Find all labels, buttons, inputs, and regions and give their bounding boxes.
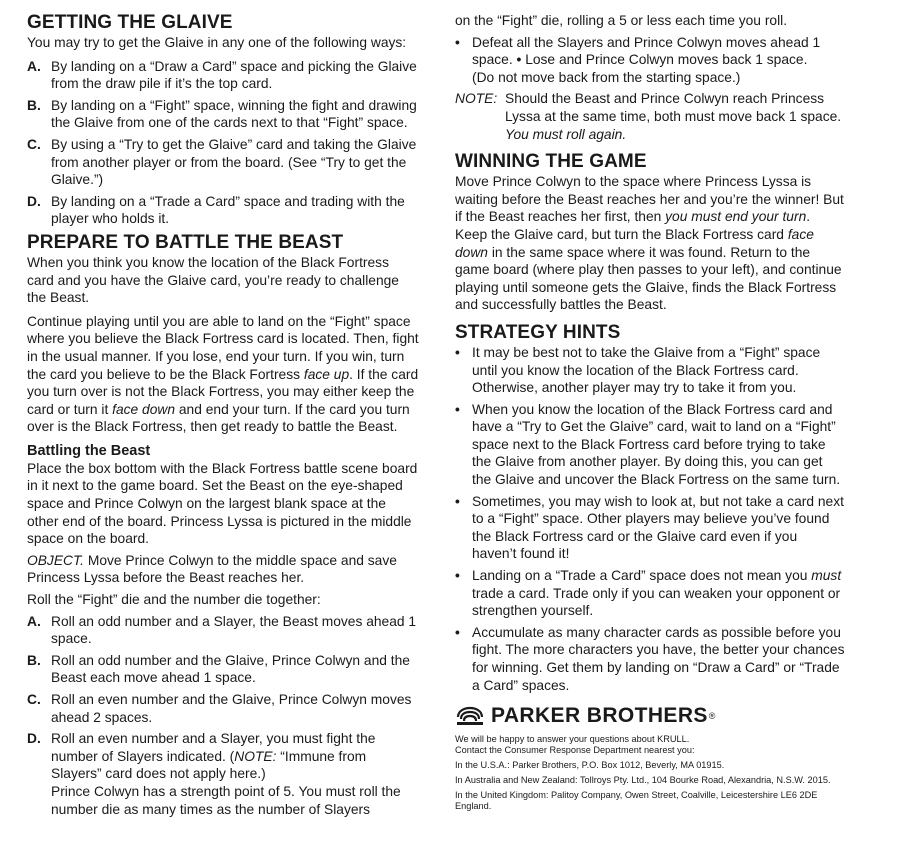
italic-run: You must roll again. bbox=[505, 126, 627, 142]
glaive-intro: You may try to get the Glaive in any one of the following ways: bbox=[27, 35, 407, 50]
object-label: OBJECT. bbox=[27, 552, 84, 568]
object-text: Move Prince Colwyn to the middle space and save Princess Lyssa before the Beast reaches her. bbox=[27, 552, 397, 586]
fight-results bbox=[455, 34, 845, 87]
item-text: By landing on a “Draw a Card” space and picking the Glaive from the draw pile if it’s the top card. bbox=[51, 58, 417, 92]
text-run: Move Prince Colwyn to the space where Princess Lyssa is waiting before the Beast reaches her and you’re the winner! But if the Beast reaches her first, then bbox=[455, 174, 844, 225]
contact-line-2: Contact the Consumer Response Department nearest you: bbox=[455, 745, 695, 756]
item-letter: A. bbox=[27, 613, 41, 629]
item-text: When you know the location of the Black Fortress card and have a “Try to Get the Glaive” card, wait to land on a “Fight” space next to the Black Fortress card before trying to take the Glaive from another player. By doing this, you can get the Glaive and uncover the Black Fortress on the same turn. bbox=[472, 401, 841, 488]
item-text: By using a “Try to get the Glaive” card and taking the Glaive from another player or from the board. (See “Try to get the Glaive.”) bbox=[51, 136, 417, 188]
text-run: and end your turn. If the card you turn over is the Black Fortress, then get ready to battle the Beast. bbox=[27, 401, 410, 435]
item-text bbox=[472, 567, 845, 620]
list-item bbox=[27, 652, 419, 687]
list-item bbox=[27, 136, 419, 189]
heading-strategy-hints: STRATEGY HINTS bbox=[455, 321, 621, 343]
note-text bbox=[505, 90, 845, 143]
text-run: . If the card you turn over is not the Black Fortress, you may either keep the card or turn it bbox=[27, 366, 419, 417]
list-item bbox=[27, 97, 419, 132]
item-text: Sometimes, you may wish to look at, but not take a card next to a “Fight” space. Other players may believe you’ve found the Black Fortress card or the Glaive card even if you haven’t found it! bbox=[472, 493, 844, 562]
swirl-logo-icon bbox=[455, 705, 485, 727]
text-run: trade a card. Trade only if you can weaken your opponent or strengthen yourself. bbox=[472, 585, 841, 619]
heading-prepare-to-battle: PREPARE TO BATTLE THE BEAST bbox=[27, 231, 344, 253]
address-usa: In the U.S.A.: Parker Brothers, P.O. Box 1012, Beverly, MA 01915. bbox=[455, 760, 725, 771]
item-text: Defeat all the Slayers and Prince Colwyn moves ahead 1 space. • Lose and Prince Colwyn moves back 1 space. (Do not move back from the starting space.) bbox=[472, 34, 821, 85]
item-text: By landing on a “Fight” space, winning the fight and drawing the Glaive from one of the cards next to that “Fight” space. bbox=[51, 97, 417, 131]
note bbox=[455, 90, 845, 143]
item-text: By landing on a “Trade a Card” space and trading with the player who holds it. bbox=[51, 193, 405, 227]
text-run: Landing on a “Trade a Card” space does not mean you bbox=[472, 568, 812, 584]
italic-run: must bbox=[811, 568, 842, 584]
bullet-icon: • bbox=[455, 344, 460, 360]
text-run: in the same space where it was found. Return to the game board (where play then passes to your left), and continue playing until someone gets the Glaive, finds the Black Fortress and successfully battles the Beast. bbox=[455, 244, 842, 313]
note-label: NOTE: bbox=[455, 91, 498, 107]
italic-run: NOTE: bbox=[234, 748, 277, 764]
text-run: Prince Colwyn has a strength point of 5. You must roll the number die as many times as the number of Slayers bbox=[51, 783, 401, 817]
heading-winning-the-game: WINNING THE GAME bbox=[455, 151, 647, 173]
list-item bbox=[455, 34, 845, 87]
address-australia: In Australia and New Zealand: Tollroys Pty. Ltd., 104 Bourke Road, Alexandria, N.S.W. 2015. bbox=[455, 775, 831, 786]
bullet-icon: • bbox=[455, 401, 460, 417]
strategy-hints-list bbox=[455, 344, 845, 694]
list-item bbox=[27, 58, 419, 93]
object-paragraph bbox=[27, 552, 419, 587]
heading-getting-the-glaive: GETTING THE GLAIVE bbox=[27, 12, 233, 33]
list-item bbox=[455, 567, 845, 620]
item-text: Roll an even number and the Glaive, Prince Colwyn moves ahead 2 spaces. bbox=[51, 692, 412, 725]
item-letter: C. bbox=[27, 692, 41, 707]
italic-run: face down bbox=[112, 401, 176, 417]
prepare-paragraph-2 bbox=[27, 313, 419, 436]
continued-text: on the “Fight” die, rolling a 5 or less each time you roll. bbox=[455, 13, 788, 28]
item-letter: B. bbox=[27, 97, 41, 113]
roll-outcomes-list bbox=[27, 613, 419, 819]
item-text: Roll an odd number and the Glaive, Prince Colwyn and the Beast each move ahead 1 space. bbox=[51, 652, 410, 686]
item-text: It may be best not to take the Glaive from a “Fight” space until you know the location of the Black Fortress card. Otherwise, another player may try to take it from you. bbox=[472, 344, 821, 396]
list-item bbox=[27, 730, 419, 818]
contact-line-1: We will be happy to answer your questions about KRULL. bbox=[455, 734, 690, 745]
list-item bbox=[27, 613, 419, 648]
text-run: Continue playing until you are able to land on the “Fight” space where you believe the Black Fortress card is located. Then, fight in the usual manner. If you lose, end your turn. If you win, turn the card you believe to be the Black Fortress bbox=[27, 313, 419, 382]
bullet-icon: • bbox=[455, 34, 460, 50]
text-run: . Keep the Glaive card, but turn the Black Fortress card bbox=[455, 209, 811, 242]
list-item bbox=[455, 401, 845, 489]
registered-mark: ® bbox=[708, 711, 716, 722]
winning-paragraph bbox=[455, 173, 845, 314]
roll-intro: Roll the “Fight” die and the number die together: bbox=[27, 592, 321, 608]
heading-battling-the-beast: Battling the Beast bbox=[27, 442, 151, 459]
item-text: Roll an odd number and a Slayer, the Beast moves ahead 1 space. bbox=[51, 613, 417, 647]
address-uk: In the United Kingdom: Palitoy Company, Owen Street, Coalville, Leicestershire LE6 2DE England. bbox=[455, 790, 818, 812]
item-letter: D. bbox=[27, 193, 41, 209]
list-item bbox=[455, 344, 845, 397]
item-letter: C. bbox=[27, 136, 41, 152]
text-run: (Do not move back from the starting space.) bbox=[472, 69, 741, 85]
text-run: “Immune from Slayers” card does not apply here.) bbox=[51, 748, 367, 782]
italic-run: face up bbox=[303, 366, 350, 382]
right-column bbox=[455, 12, 845, 812]
parker-brothers-logo bbox=[455, 704, 845, 728]
italic-run: face down bbox=[455, 226, 814, 260]
text-run: Defeat all the Slayers and Prince Colwyn moves ahead 1 space. bbox=[472, 34, 821, 68]
list-item bbox=[455, 624, 845, 694]
glaive-ways-list bbox=[27, 58, 419, 228]
italic-run: you must end your turn bbox=[665, 209, 807, 225]
text-run: Should the Beast and Prince Colwyn reach Princess Lyssa at the same time, both must move back 1 space. bbox=[505, 91, 842, 124]
item-letter: A. bbox=[27, 58, 41, 74]
list-item bbox=[27, 691, 419, 726]
text-run: Lose and Prince Colwyn moves back 1 space. bbox=[525, 52, 808, 68]
item-letter: D. bbox=[27, 731, 41, 747]
brand-name: PARKER BROTHERS bbox=[491, 704, 708, 728]
bullet-icon: • bbox=[455, 493, 460, 509]
item-letter: B. bbox=[27, 652, 41, 668]
prepare-paragraph-1: When you think you know the location of the Black Fortress card and you have the Glaive card, you’re ready to challenge the Beast. bbox=[27, 254, 399, 306]
text-run: Roll an even number and a Slayer, you must fight the number of Slayers indicated. ( bbox=[51, 731, 376, 764]
list-item bbox=[27, 193, 419, 228]
left-column bbox=[27, 12, 419, 822]
battling-paragraph: Place the box bottom with the Black Fortress battle scene board in it next to the game board. Set the Beast on the eye-shaped space and Prince Colwyn on the largest blank space at the other end of the board. Princess Lyssa is pictured in the middle space on the board. bbox=[27, 460, 418, 547]
item-text bbox=[51, 730, 419, 818]
bullet-icon: • bbox=[455, 568, 460, 584]
item-text: Accumulate as many character cards as possible before you fight. The more characters you have, the better your chances for winning. Get them by landing on “Draw a Card” or “Trade a Card” spaces. bbox=[472, 624, 845, 693]
bullet-icon: • bbox=[455, 624, 460, 640]
list-item bbox=[455, 493, 845, 563]
